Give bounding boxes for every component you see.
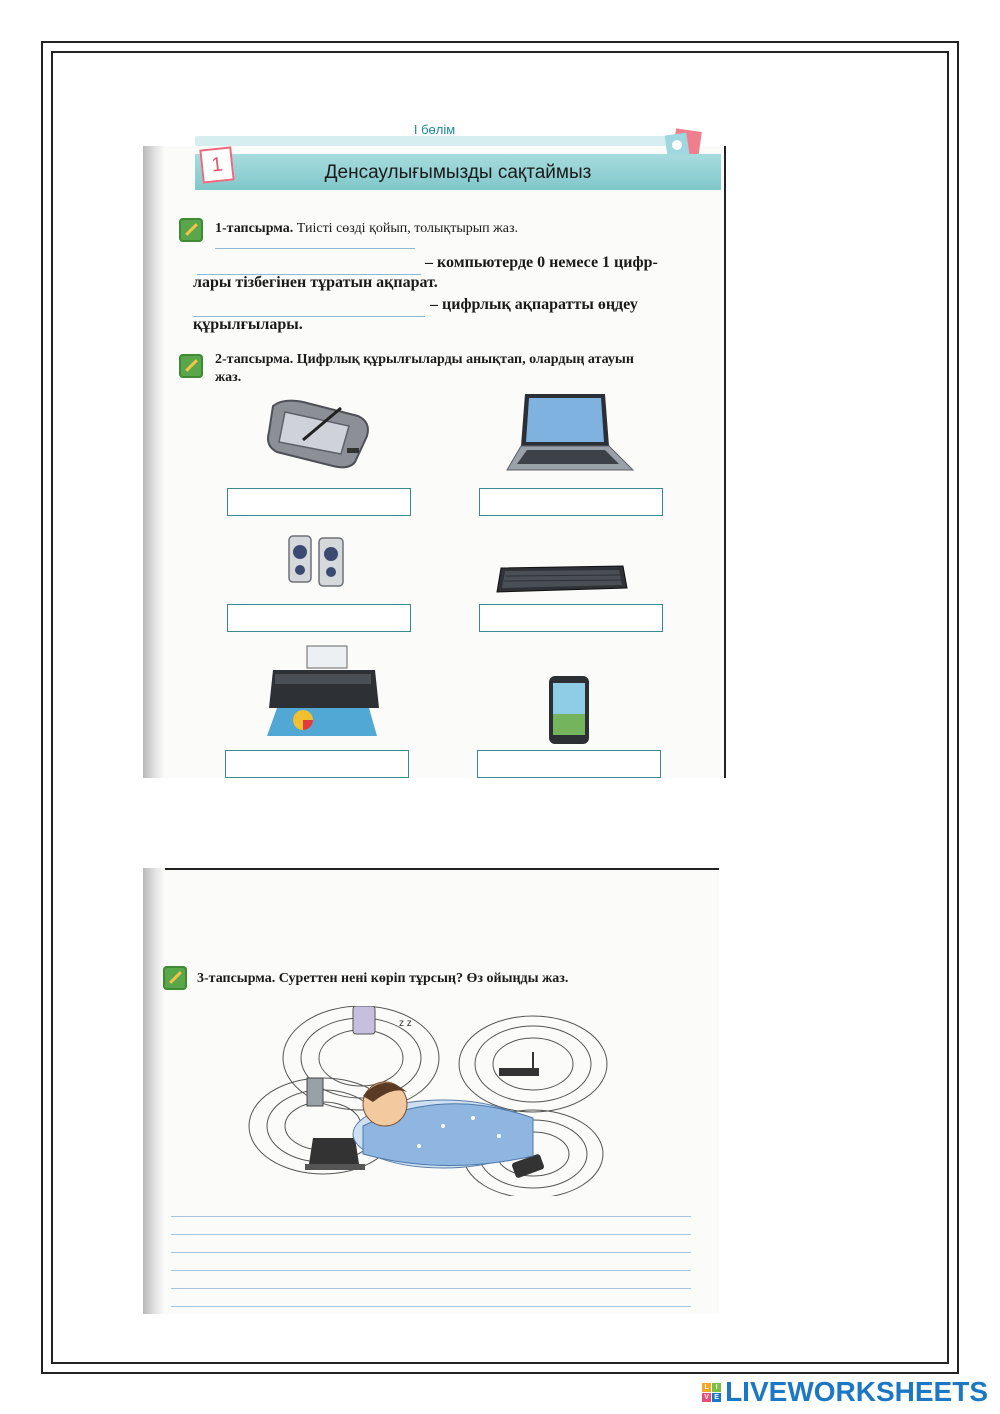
task1-instruction: Тиісті сөзді қойып, толықтырып жаз. [296, 221, 519, 236]
liveworksheets-logo [702, 1376, 988, 1408]
logo-mark: L I V E [702, 1383, 721, 1402]
smartphone-icon [547, 674, 591, 746]
section-label: І бөлім [413, 122, 456, 137]
device-answer-tablet[interactable] [227, 488, 411, 516]
task1-answer-2[interactable] [193, 296, 425, 317]
writing-line[interactable] [171, 1306, 691, 1307]
task1-heading [215, 221, 518, 237]
keyboard-icon [495, 562, 629, 596]
task1-label: 1-тапсырма. [215, 221, 294, 236]
task2-instruction-cont: жаз. [215, 370, 242, 385]
speakers-icon [283, 528, 353, 590]
task2-heading [215, 352, 705, 368]
pencil-icon [179, 218, 203, 242]
writing-line[interactable] [171, 1288, 691, 1289]
writing-line[interactable] [171, 1270, 691, 1271]
device-answer-keyboard[interactable] [479, 604, 663, 632]
pencil-icon [163, 966, 187, 990]
device-answer-laptop[interactable] [479, 488, 663, 516]
page-shadow [143, 118, 165, 778]
task1-line1: – компьютерде 0 немесе 1 цифр- [425, 254, 658, 271]
writing-line[interactable] [171, 1216, 691, 1217]
task1-line2: лары тізбегінен тұратын ақпарат. [193, 274, 438, 291]
answer-line [215, 248, 415, 249]
scan-edge [143, 868, 719, 870]
task2-label: 2-тапсырма. [215, 352, 294, 367]
logo-text: LIVEWORKSHEETS [725, 1376, 988, 1407]
lesson-title: Денсаулығымызды сақтаймыз [324, 162, 592, 183]
pencil-icon [179, 354, 203, 378]
device-answer-speakers[interactable] [227, 604, 411, 632]
graphics-tablet-icon [263, 396, 375, 472]
task2-instruction: Цифрлық құрылғыларды анықтап, олардың атауын [296, 352, 634, 367]
laptop-icon [505, 390, 635, 476]
scan-edge [724, 118, 726, 778]
writing-line[interactable] [171, 1252, 691, 1253]
printer-icon [267, 644, 383, 740]
lesson-title-bar [195, 154, 721, 190]
sleeping-boy-illustration [243, 1006, 623, 1196]
svg-text:z z: z z [399, 1018, 412, 1029]
page-shadow [143, 868, 165, 1314]
task3-instruction: Суреттен нені көріп тұрсың? Өз ойыңды жаз. [278, 971, 569, 986]
task3-heading [197, 971, 568, 987]
worksheet-page-2 [143, 868, 719, 1314]
task1-answer-1[interactable] [197, 254, 421, 275]
worksheet-page-1 [143, 118, 726, 778]
writing-line[interactable] [171, 1234, 691, 1235]
section-header [143, 118, 726, 146]
task1-line3: – цифрлық ақпаратты өңдеу [430, 296, 638, 313]
task3-label: 3-тапсырма. [197, 971, 276, 986]
device-answer-smartphone[interactable] [477, 750, 661, 778]
lesson-number: 1 [199, 146, 234, 183]
device-answer-printer[interactable] [225, 750, 409, 778]
task1-line4: құрылғылары. [193, 316, 303, 333]
